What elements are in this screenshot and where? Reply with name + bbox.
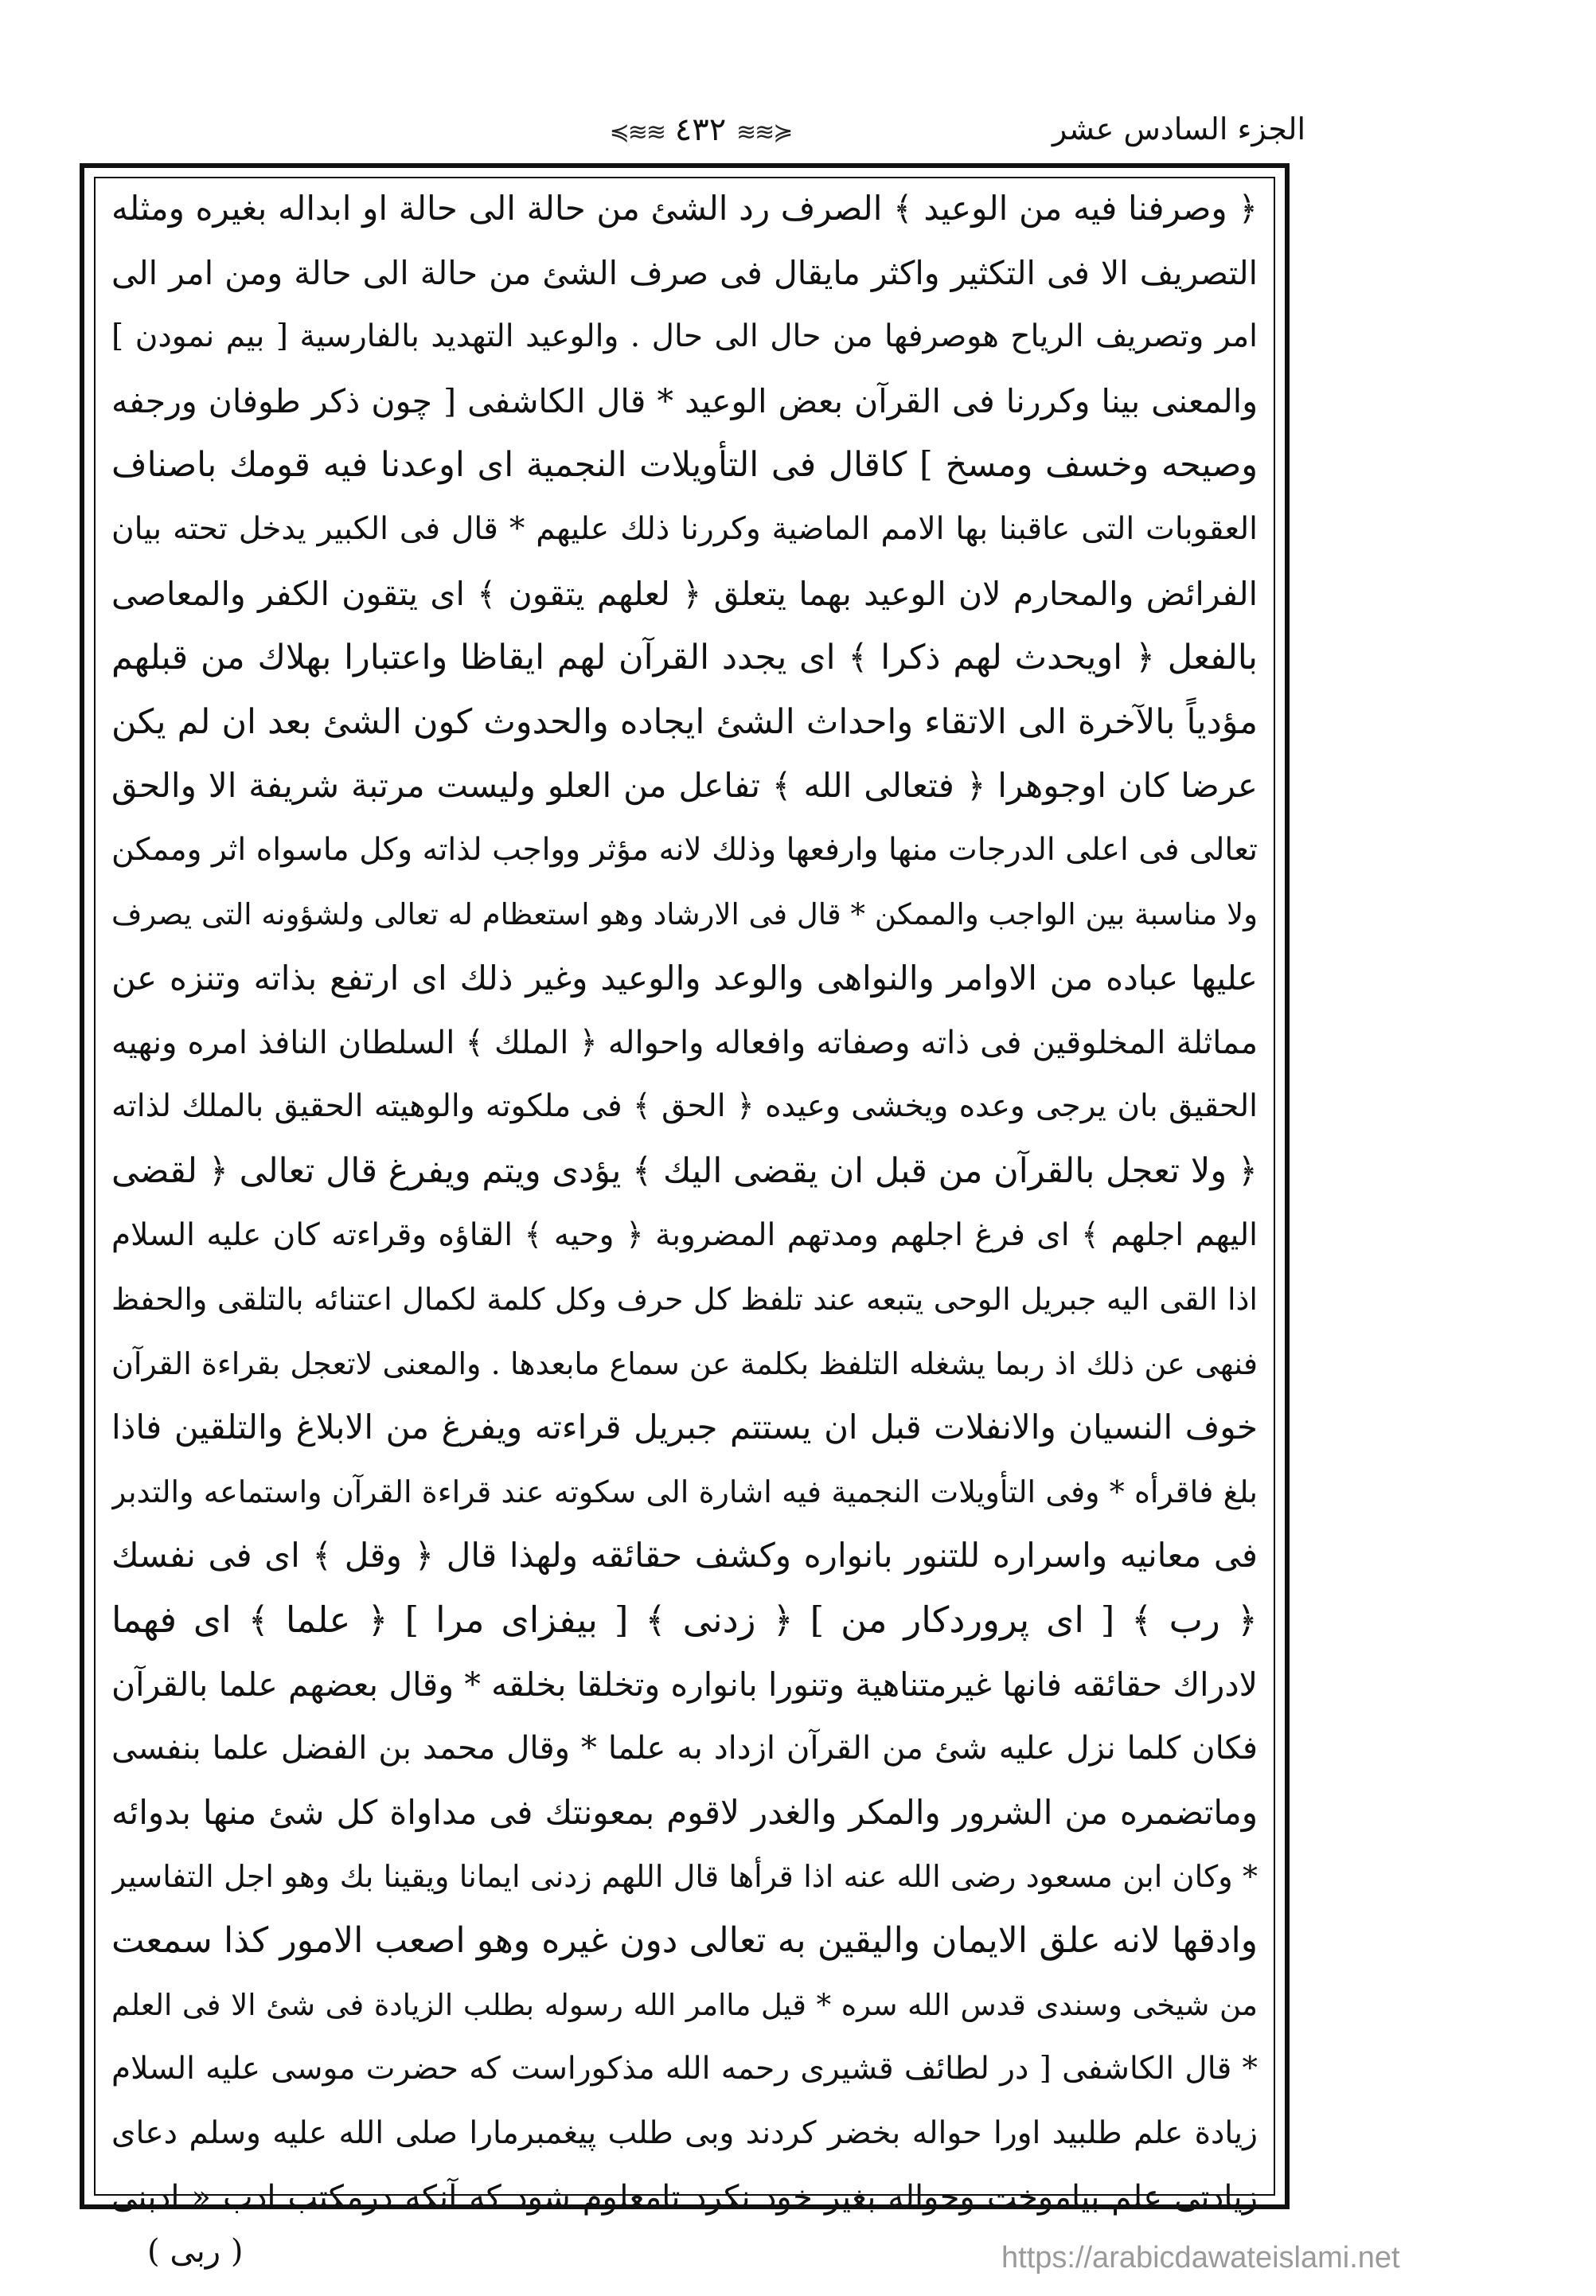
text-line: والمعنى بينا وكررنا فى القرآن بعض الوعيد * قال الكاشفى [ چون ذكر طوفان ورجفه (111, 381, 1258, 420)
text-line: زيادتى علم بياموخت وحواله بغير خود نكرد تامعلوم شود كه آنكه درمكتب ادب « ادبنى (111, 2179, 1258, 2216)
page-number: ٤٣٢ (674, 111, 727, 148)
text-line: * وكان ابن مسعود رضى الله عنه اذا قرأها قال اللهم زدنى ايمانا ويقينا بك وهو اجل التفاسير (111, 1859, 1258, 1895)
text-line: فنهى عن ذلك اذ ربما يشغله التلفظ بكلمة عن سماع مابعدها . والمعنى لاتعجل بقراءة القرآن (111, 1345, 1258, 1381)
text-line: * قال الكاشفى [ در لطائف قشيرى رحمه الله مذكوراست كه حضرت موسى عليه السلام (111, 2051, 1258, 2087)
text-body (111, 177, 1258, 2216)
text-line: فى معانيه واسراره للتنور بانواره وكشف حقائقه ولهذا قال ﴿ وقل ﴾ اى فى نفسك (111, 1536, 1258, 1576)
text-line: بلغ فاقرأه * وفى التأويلات النجمية فيه اشارة الى سكوته عند قراءة القرآن واستماعه والتدبر (111, 1474, 1258, 1509)
ornament-right-icon: ≼≋≋ (736, 119, 792, 146)
text-line: لادراك حقائقه فانها غيرمتناهية وتنورا بانواره وتخلقا بخلقه * وقال بعضهم علما بالقرآن (111, 1665, 1258, 1704)
text-line: مماثلة المخلوقين فى ذاته وصفاته وافعاله واحواله ﴿ الملك ﴾ السلطان النافذ امره ونهيه (111, 1024, 1258, 1061)
text-line: خوف النسيان والانفلات قبل ان يستتم جبريل قراءته ويفرغ من الابلاغ والتلقين فاذا (111, 1408, 1258, 1447)
text-line: ﴿ وصرفنا فيه من الوعيد ﴾ الصرف رد الشئ من حالة الى حالة او ابداله بغيره ومثله (111, 189, 1258, 228)
text-line: تعالى فى اعلى الدرجات منها وارفعها وذلك لانه مؤثر وواجب لذاته وكل ماسواه اثر وممكن (111, 831, 1258, 868)
watermark: https://arabicdawateislami.net (1001, 2241, 1400, 2275)
text-line: امر وتصريف الرياح هوصرفها من حال الى حال . والوعيد التهديد بالفارسية [ بيم نمودن ] (111, 318, 1258, 355)
text-line: بالفعل ﴿ اويحدث لهم ذكرا ﴾ اى يجدد القرآن لهم ايقاظا واعتبارا بهلاك من قبلهم (111, 638, 1258, 678)
ornament-left-icon: ≋≋≽ (609, 119, 665, 146)
text-line: ولا مناسبة بين الواجب والممكن * قال فى الارشاد وهو استعظام له تعالى ولشؤونه التى يصرف (111, 896, 1258, 931)
text-line: فكان كلما نزل عليه شئ من القرآن ازداد به علما * وقال محمد بن الفضل علما بنفسى (111, 1730, 1258, 1767)
text-line: التصريف الا فى التكثير واكثر مايقال فى صرف الشئ من حالة الى حالة ومن امر الى (111, 253, 1258, 292)
page-header (80, 111, 1305, 159)
page-number-block (573, 111, 828, 148)
text-line: وصيحه وخسف ومسخ ] كاقال فى التأويلات النجمية اى اوعدنا فيه قومك باصناف (111, 445, 1258, 486)
text-line: الحقيق بان يرجى وعده ويخشى وعيده ﴿ الحق ﴾ فى ملكوته والوهيته الحقيق بالملك لذاته (111, 1088, 1258, 1125)
text-line: عرضا كان اوجوهرا ﴿ فتعالى الله ﴾ تفاعل من العلو وليست مرتبة شريفة الا والحق (111, 766, 1258, 806)
text-line: وماتضمره من الشرور والمكر والغدر لاقوم بمعونتك فى مداواة كل شئ منها بدوائه (111, 1792, 1258, 1832)
text-line: اليهم اجلهم ﴾ اى فرغ اجلهم ومدتهم المضروبة ﴿ وحيه ﴾ القاؤه وقراءته كان عليه السلام (111, 1216, 1258, 1253)
text-line: مؤدياً بالآخرة الى الاتقاء واحداث الشئ ايجاده والحدوث كون الشئ بعد ان لم يكن (111, 701, 1258, 742)
text-line: وادقها لانه علق الايمان واليقين به تعالى دون غيره وهو اصعب الامور كذا سمعت (111, 1920, 1258, 1962)
text-line: اذا القى اليه جبريل الوحى يتبعه عند تلفظ كل حرف وكل كلمة لكمال اعتنائه بالتلقى والحفظ (111, 1282, 1258, 1318)
text-line: من شيخى وسندى قدس الله سره * قيل ماامر الله رسوله بطلب الزيادة فى شئ الا فى العلم (111, 1987, 1258, 2022)
text-line: ﴿ ولا تعجل بالقرآن من قبل ان يقضى اليك ﴾ يؤدى ويتم ويفرغ قال تعالى ﴿ لقضى (111, 1150, 1258, 1191)
text-line: زيادة علم طلبيد اورا حواله بخضر كردند وبى طلب پيغمبرمارا صلى الله عليه وسلم دعاى (111, 2114, 1258, 2151)
catchword: ( ربى ) (147, 2233, 244, 2270)
juz-label: الجزء السادس عشر (1052, 111, 1305, 146)
text-line: الفرائض والمحارم لان الوعيد بهما يتعلق ﴿ لعلهم يتقون ﴾ اى يتقون الكفر والمعاصى (111, 574, 1258, 613)
text-line: عليها عباده من الاوامر والنواهى والوعد والوعيد وغير ذلك اى ارتفع بذاته وتنزه عن (111, 959, 1258, 998)
text-line: ﴿ رب ﴾ [ اى پروردكار من ] ﴿ زدنى ﴾ [ بيفزاى مرا ] ﴿ علما ﴾ اى فهما (111, 1599, 1258, 1642)
text-line: العقوبات التى عاقبنا بها الامم الماضية وكررنا ذلك عليهم * قال فى الكبير يدخل تحته بيان (111, 510, 1258, 547)
